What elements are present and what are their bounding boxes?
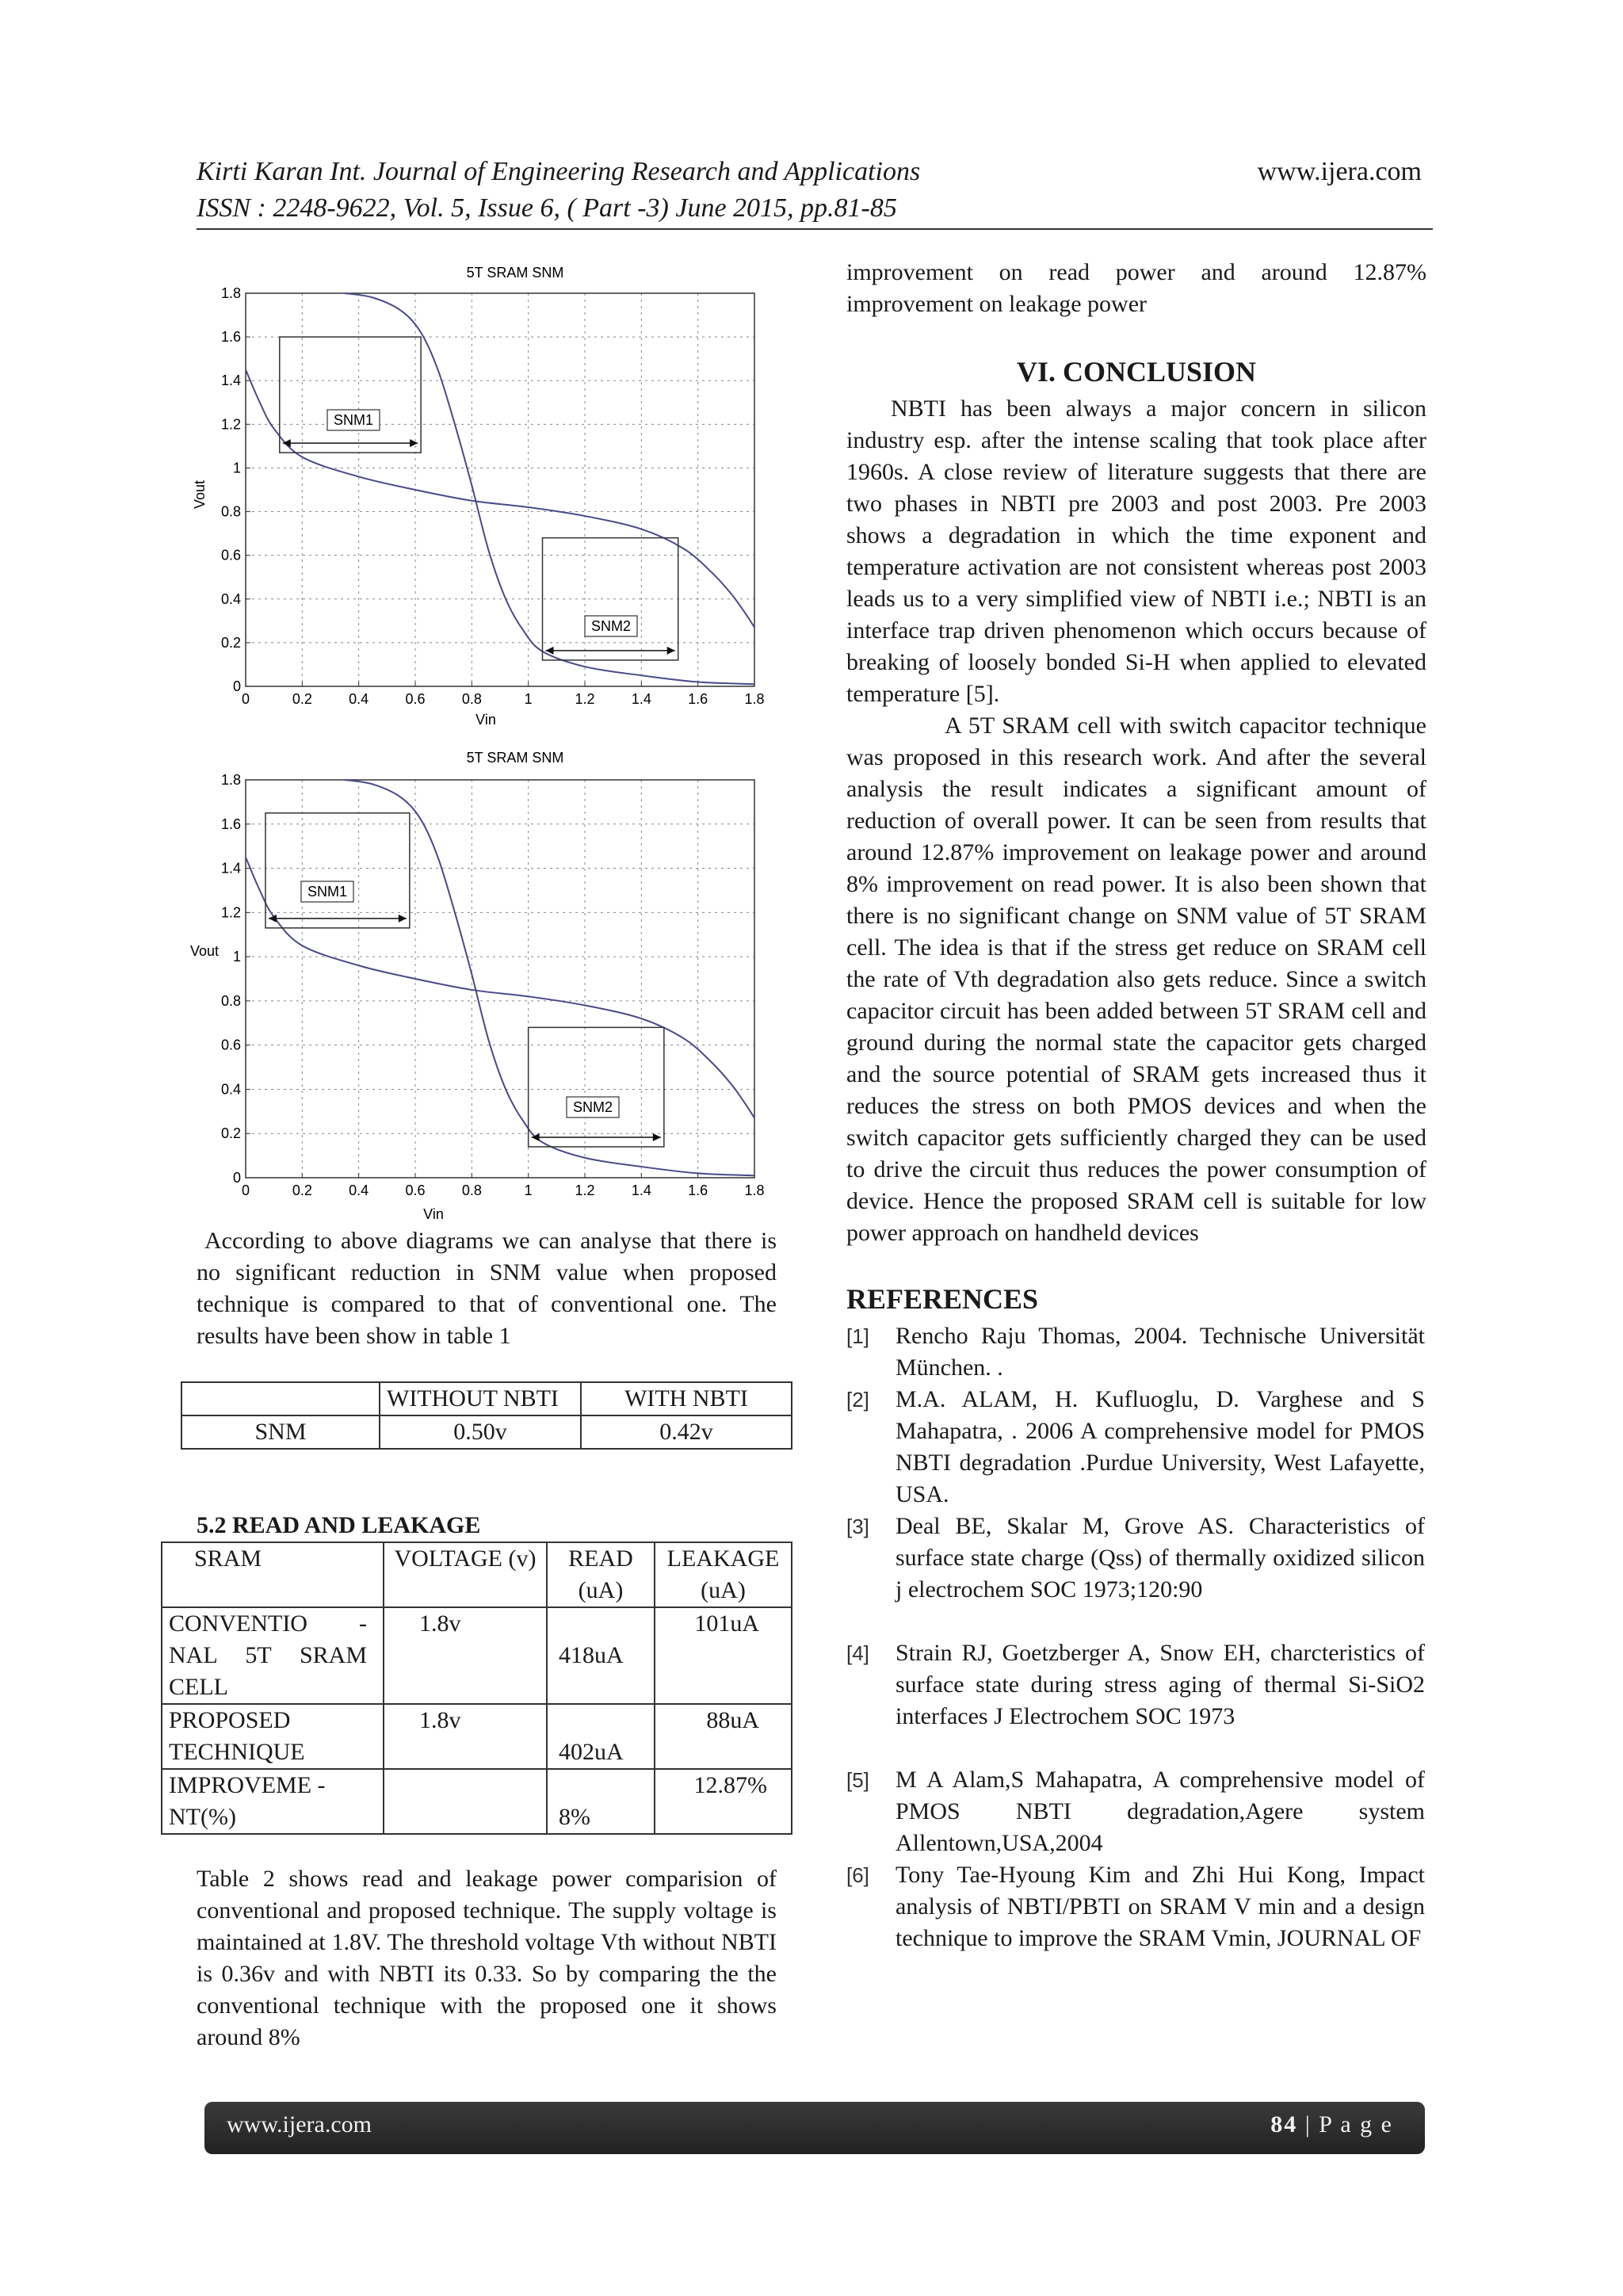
table-cell: 101uA <box>655 1607 792 1704</box>
table2-paragraph-block <box>197 1863 777 2053</box>
chart-2-svg <box>190 745 792 1224</box>
reference-text: M.A. ALAM, H. Kufluoglu, D. Varghese and S Mahapatra, . 2006 A comprehensive model for PMOS NBTI degradation .Purdue University, West Lafayette, USA. <box>896 1386 1425 1507</box>
reference-number: [5] <box>846 1768 869 1792</box>
table-row <box>162 1769 792 1834</box>
snm2-label: SNM2 <box>590 618 632 634</box>
table-cell: 0.42v <box>581 1415 792 1449</box>
page-label: | P a g e <box>1297 2111 1393 2137</box>
table-cell: SNM <box>181 1415 380 1449</box>
section-5-2-title: 5.2 READ AND LEAKAGE <box>197 1512 481 1538</box>
table-2 <box>161 1541 792 1835</box>
reference-text: M A Alam,S Mahapatra, A comprehensive model of PMOS NBTI degradation,Agere system Allentown,USA,2004 <box>896 1767 1425 1856</box>
table-cell <box>581 1382 792 1415</box>
table-cell: 1.8v <box>384 1607 547 1704</box>
table2-paragraph: Table 2 shows read and leakage power comparision of conventional and proposed technique. The supply voltage is maintained at 1.8V. The threshold voltage Vth without NBTI is 0.36v and with NBTI its 0.33. So by comparing the the conventional technique with the proposed one it shows around 8% <box>197 1866 777 2050</box>
table-cell: 88uA <box>655 1704 792 1769</box>
table-cell: 402uA <box>547 1704 655 1769</box>
y-tick-label: 1.4 <box>220 372 241 389</box>
chart-1-svg <box>190 260 792 735</box>
x-tick-label: 0.4 <box>349 691 369 707</box>
x-tick-label: 1 <box>524 1182 533 1198</box>
x-tick-label: 0.2 <box>292 1182 312 1198</box>
x-axis-label: Vin <box>475 712 496 728</box>
reference-text: Strain RJ, Goetzberger A, Snow EH, charcteristics of surface state during stress aging of thermal Si-SiO2 interfaces J Electrochem SOC 1973 <box>896 1640 1425 1729</box>
page-footer <box>204 2102 1425 2154</box>
y-tick-label: 0.4 <box>220 590 241 607</box>
x-tick-label: 1.6 <box>688 691 708 707</box>
reference-item <box>846 1384 1425 1511</box>
table-header: WITHOUT NBTI <box>387 1385 559 1412</box>
y-tick-label: 1.2 <box>220 904 241 921</box>
x-tick-label: 0 <box>241 691 250 707</box>
footer-website[interactable]: www.ijera.com <box>227 2111 372 2137</box>
table-cell: 1.8v <box>384 1704 547 1769</box>
x-tick-label: 1.8 <box>744 691 765 707</box>
y-tick-label: 1.6 <box>220 816 241 832</box>
table-header: LEAKAGE (uA) <box>655 1542 792 1607</box>
continuation-paragraph: improvement on read power and around 12.87% improvement on leakage power <box>846 259 1426 317</box>
table-header: VOLTAGE (v) <box>384 1542 547 1607</box>
table-cell: 8% <box>547 1769 655 1834</box>
table-cell: 12.87% <box>655 1769 792 1834</box>
conclusion-paragraph-1: NBTI has been always a major concern in silicon industry esp. after the intense scaling that took place after 1960s. A close review of literature suggests that there are two phases in NBTI pre 2003 and post 2003. Pre 2003 shows a degradation in which the time exponent and temperature activation are not consistent whereas post 2003 leads us to a very simplified view of NBTI i.e.; NBTI is an interface trap driven phenomenon which occurs because of breaking of loosely bonded Si-H when applied to elevated temperature [5]. <box>846 395 1426 707</box>
y-tick-label: 1 <box>232 460 241 476</box>
references-title: REFERENCES <box>846 1283 1039 1315</box>
issn-line: ISSN : 2248-9622, Vol. 5, Issue 6, ( Part -3) June 2015, pp.81-85 <box>197 193 897 223</box>
footer-page <box>1270 2111 1393 2138</box>
table-cell: 0.50v <box>380 1415 581 1449</box>
table-cell: IMPROVEME -NT(%) <box>162 1769 384 1834</box>
reference-item <box>846 1637 1425 1733</box>
y-tick-label: 0.6 <box>220 547 241 563</box>
plot-background <box>246 780 754 1178</box>
table-cell: 418uA <box>547 1607 655 1704</box>
reference-text: Rencho Raju Thomas, 2004. Technische Universität München. . <box>896 1323 1425 1381</box>
page-number: 84 <box>1270 2111 1298 2137</box>
right-column <box>846 257 1426 1970</box>
x-tick-label: 0.2 <box>292 691 312 707</box>
x-tick-label: 1 <box>524 691 533 707</box>
y-tick-label: 0.8 <box>220 992 241 1009</box>
plot-area <box>246 293 754 686</box>
table-header: SRAM <box>162 1542 384 1607</box>
table-row <box>162 1704 792 1769</box>
chart-1 <box>190 260 792 735</box>
reference-number: [2] <box>846 1388 869 1412</box>
reference-item <box>846 1764 1425 1859</box>
chart-title: 5T SRAM SNM <box>466 750 564 766</box>
table-cell <box>380 1382 581 1415</box>
reference-text: Tony Tae-Hyoung Kim and Zhi Hui Kong, Impact analysis of NBTI/PBTI on SRAM V min and a design technique to improve the SRAM Vmin, JOURNAL OF <box>896 1862 1425 1951</box>
y-tick-label: 1.2 <box>220 416 241 433</box>
table-row <box>181 1415 792 1449</box>
reference-item <box>846 1859 1425 1954</box>
x-tick-label: 1.4 <box>631 1182 651 1198</box>
reference-number: [6] <box>846 1863 869 1887</box>
header-rule <box>197 228 1433 230</box>
snm1-label: SNM1 <box>307 884 348 900</box>
reference-item <box>846 1511 1425 1606</box>
conclusion-paragraph-2: A 5T SRAM cell with switch capacitor technique was proposed in this research work. And after the several analysis the result indicates a significant amount of reduction of overall power. It can be seen from results that around 12.87% improvement on leakage power and around 8% improvement on read power. It is also been shown that there is no significant change on SNM value of 5T SRAM cell. The idea is that if the stress get reduce on SRAM cell the rate of Vth degradation also gets reduce. Since a switch capacitor circuit has been added between 5T SRAM cell and ground during the normal state the capacitor gets charged and the source potential of SRAM gets increased thus it reduces the stress on both PMOS devices and when the switch capacitor gets sufficiently charged they can be used to drive the circuit thus reduces the power consumption of device. Hence the proposed SRAM cell is suitable for low power approach on handheld devices <box>846 712 1426 1246</box>
y-axis-label: Vout <box>192 479 208 510</box>
x-tick-label: 1.4 <box>631 691 651 707</box>
x-tick-label: 0.6 <box>405 1182 426 1198</box>
table-1 <box>181 1381 792 1450</box>
chart-2 <box>190 745 792 1224</box>
analysis-paragraph-block <box>197 1225 777 1352</box>
y-tick-label: 0.4 <box>220 1081 241 1098</box>
reference-number: [1] <box>846 1324 869 1348</box>
table-cell <box>181 1382 380 1415</box>
snm1-label: SNM1 <box>333 412 374 428</box>
y-axis-label: Vout <box>190 943 220 959</box>
y-tick-label: 1.4 <box>220 860 241 877</box>
journal-website[interactable]: www.ijera.com <box>1257 157 1422 186</box>
table-header: READ (uA) <box>547 1542 655 1607</box>
table-cell: CONVENTIO -NAL 5T SRAM CELL <box>162 1607 384 1704</box>
y-tick-label: 1.6 <box>220 329 241 346</box>
journal-title: Kirti Karan Int. Journal of Engineering Research and Applications <box>197 157 921 186</box>
reference-text: Deal BE, Skalar M, Grove AS. Characteristics of surface state charge (Qss) of thermally oxidized silicon j electrochem SOC 1973;120:90 <box>896 1513 1425 1603</box>
table-row <box>162 1542 792 1607</box>
y-tick-label: 0 <box>232 1170 241 1186</box>
table-row <box>181 1382 792 1415</box>
conclusion-title: VI. CONCLUSION <box>1016 356 1257 388</box>
snm2-label: SNM2 <box>572 1099 613 1115</box>
x-tick-label: 1.8 <box>744 1182 765 1198</box>
table-cell <box>384 1769 547 1834</box>
y-tick-label: 0.6 <box>220 1037 241 1053</box>
y-tick-label: 0.2 <box>220 1125 241 1142</box>
x-tick-label: 0 <box>241 1182 250 1198</box>
y-tick-label: 0.2 <box>220 634 241 651</box>
plot-area <box>246 780 754 1178</box>
x-tick-label: 0.8 <box>461 691 482 707</box>
x-axis-label: Vin <box>423 1206 444 1222</box>
y-tick-label: 1.8 <box>220 772 241 788</box>
reference-number: [4] <box>846 1641 869 1665</box>
x-tick-label: 1.2 <box>575 691 595 707</box>
reference-item <box>846 1320 1425 1384</box>
y-tick-label: 1 <box>232 949 241 965</box>
x-tick-label: 0.6 <box>405 691 426 707</box>
reference-number: [3] <box>846 1515 869 1538</box>
x-tick-label: 0.4 <box>349 1182 369 1198</box>
references-list <box>846 1320 1426 1970</box>
x-tick-label: 1.2 <box>575 1182 595 1198</box>
analysis-paragraph: According to above diagrams we can analyse that there is no significant reduction in SNM value when proposed technique is compared to that of conventional one. The results have been show in table 1 <box>197 1228 777 1349</box>
y-tick-label: 1.8 <box>220 285 241 301</box>
x-tick-label: 0.8 <box>461 1182 482 1198</box>
table-row <box>162 1607 792 1704</box>
chart-title: 5T SRAM SNM <box>466 265 564 281</box>
y-tick-label: 0 <box>232 678 241 694</box>
table-cell: PROPOSED TECHNIQUE <box>162 1704 384 1769</box>
y-tick-label: 0.8 <box>220 503 241 520</box>
x-tick-label: 1.6 <box>688 1182 708 1198</box>
table-header: WITH NBTI <box>624 1385 748 1412</box>
